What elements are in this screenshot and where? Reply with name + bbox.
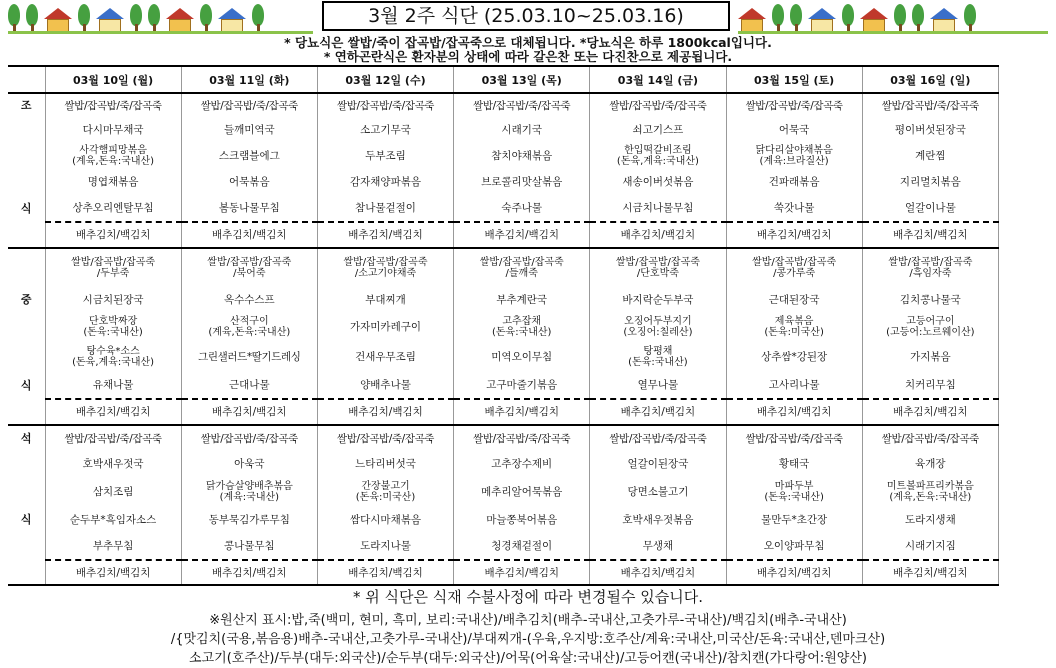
- menu-cell: 시래기지짐: [862, 533, 998, 560]
- menu-cell: 순두부*흑임자소스: [45, 507, 181, 533]
- menu-cell: 건새우무조림: [317, 342, 453, 372]
- origin-line: /{맛김치(국용,볶음용)배추-국내산,고춧가루-국내산)/부대찌개-(우육,우지방:호주산/계육:국내산,미국산/돈육:국내산,덴마크산): [170, 632, 886, 647]
- menu-cell-line: 사각햄피망볶음: [79, 145, 147, 156]
- menu-cell: [590, 143, 726, 169]
- menu-cell: 들깨미역국: [181, 117, 317, 143]
- change-notice: * 위 식단은 식재 수불사정에 따라 변경될수 있습니다.: [353, 588, 703, 606]
- menu-cell-line: (돈육:국내산): [764, 492, 824, 503]
- menu-cell-line: (계육,돈육:국내산): [208, 327, 291, 338]
- day-header: 03월 14일 (금): [590, 66, 726, 93]
- dinner-row: [8, 425, 999, 451]
- menu-cell: [181, 312, 317, 342]
- menu-cell: [590, 312, 726, 342]
- menu-cell: [45, 143, 181, 169]
- menu-cell: 마늘쫑북어볶음: [454, 507, 590, 533]
- lunch-meal-label: [8, 312, 45, 342]
- menu-cell: 시금치나물무침: [590, 195, 726, 222]
- menu-cell: 쑥갓나물: [726, 195, 862, 222]
- menu-cell-line: 탕평채: [643, 346, 673, 357]
- breakfast-meal-label: [8, 222, 45, 248]
- menu-cell: 황태국: [726, 451, 862, 477]
- dinner-kimchi-row: [8, 560, 999, 585]
- menu-cell: 배추김치/백김치: [726, 560, 862, 585]
- menu-title: 3월 2주 식단 (25.03.10~25.03.16): [322, 1, 730, 31]
- dinner-meal-label: 석: [8, 425, 45, 451]
- tree-icon: [964, 4, 976, 34]
- menu-cell-line: 마파두부: [774, 481, 814, 492]
- menu-cell: 부추무침: [45, 533, 181, 560]
- menu-cell: [454, 312, 590, 342]
- menu-cell: 오이양파무침: [726, 533, 862, 560]
- lunch-row: [8, 287, 999, 312]
- dinner-meal-label: [8, 533, 45, 560]
- menu-cell: 콩나물무침: [181, 533, 317, 560]
- menu-cell-line: (오징어:칠레산): [623, 327, 693, 338]
- menu-cell: 쌀밥/잡곡밥/죽/잡곡죽: [590, 425, 726, 451]
- origin-info: [0, 611, 1056, 668]
- menu-cell: 쌀밥/잡곡밥/죽/잡곡죽: [454, 93, 590, 117]
- menu-cell: 어묵국: [726, 117, 862, 143]
- menu-cell: [726, 248, 862, 287]
- tree-icon: [130, 4, 142, 34]
- menu-cell: 시래기국: [454, 117, 590, 143]
- menu-cell: 배추김치/백김치: [45, 399, 181, 425]
- menu-cell: 상추쌈*강된장: [726, 342, 862, 372]
- menu-cell-line: (돈육:미국산): [764, 327, 824, 338]
- menu-cell-line: 고추잡채: [502, 316, 542, 327]
- menu-cell: [862, 477, 998, 507]
- tree-icon: [842, 4, 854, 34]
- breakfast-row: [8, 195, 999, 222]
- menu-cell-line: 쌀밥/잡곡밥/잡곡죽: [615, 257, 700, 268]
- menu-cell: 김치콩나물국: [862, 287, 998, 312]
- lunch-row: [8, 248, 999, 287]
- menu-cell: 참치야채볶음: [454, 143, 590, 169]
- tree-icon: [200, 4, 212, 34]
- lunch-meal-label: [8, 342, 45, 372]
- menu-cell: 느타리버섯국: [317, 451, 453, 477]
- menu-cell: 배추김치/백김치: [590, 222, 726, 248]
- menu-cell-line: 단호박짜장: [88, 316, 138, 327]
- dinner-row: [8, 533, 999, 560]
- menu-cell: 쌈다시마채볶음: [317, 507, 453, 533]
- decorative-village-right: [738, 0, 1048, 34]
- lunch-row: [8, 312, 999, 342]
- menu-cell: 호박새우젓볶음: [590, 507, 726, 533]
- menu-cell: 쌀밥/잡곡밥/죽/잡곡죽: [45, 425, 181, 451]
- menu-cell: 삼치조림: [45, 477, 181, 507]
- breakfast-kimchi-row: [8, 222, 999, 248]
- lunch-kimchi-row: [8, 399, 999, 425]
- menu-cell: 상추오리엔탈무침: [45, 195, 181, 222]
- menu-cell: 도라지나물: [317, 533, 453, 560]
- dysphagia-notice: * 연하곤란식은 환자분의 상태에 따라 갈은찬 또는 다진찬으로 제공됩니다.: [323, 49, 733, 64]
- menu-cell: 도라지생채: [862, 507, 998, 533]
- menu-cell: 쌀밥/잡곡밥/죽/잡곡죽: [726, 93, 862, 117]
- lunch-meal-label: 식: [8, 372, 45, 399]
- lunch-meal-label: [8, 399, 45, 425]
- menu-cell: 옥수수스프: [181, 287, 317, 312]
- menu-cell: 메추리알어묵볶음: [454, 477, 590, 507]
- menu-cell-line: (돈육,계육:국내산): [72, 357, 155, 368]
- menu-cell: 가자미카레구이: [317, 312, 453, 342]
- menu-cell: 육개장: [862, 451, 998, 477]
- menu-cell: 쇠고기스프: [590, 117, 726, 143]
- menu-cell: 쌀밥/잡곡밥/죽/잡곡죽: [181, 425, 317, 451]
- menu-cell: [181, 248, 317, 287]
- menu-cell: 숙주나물: [454, 195, 590, 222]
- menu-cell: 배추김치/백김치: [181, 560, 317, 585]
- dinner-row: [8, 451, 999, 477]
- tree-icon: [78, 4, 90, 34]
- dinner-meal-label: 식: [8, 507, 45, 533]
- day-header: 03월 10일 (월): [45, 66, 181, 93]
- breakfast-meal-label: [8, 143, 45, 169]
- menu-cell: [590, 248, 726, 287]
- menu-cell: 얼갈이된장국: [590, 451, 726, 477]
- breakfast-meal-label: [8, 169, 45, 195]
- tree-icon: [8, 4, 20, 34]
- lunch-row: [8, 342, 999, 372]
- menu-cell: 쌀밥/잡곡밥/죽/잡곡죽: [317, 93, 453, 117]
- menu-cell-line: /단호박죽: [636, 268, 679, 279]
- weekly-menu-table: [8, 65, 999, 586]
- menu-cell: 치커리무침: [862, 372, 998, 399]
- menu-cell-line: (돈육:국내산): [628, 357, 688, 368]
- menu-cell: [590, 342, 726, 372]
- menu-cell: [45, 248, 181, 287]
- menu-cell: [726, 477, 862, 507]
- menu-cell-line: 제육볶음: [774, 316, 814, 327]
- menu-cell: [862, 248, 998, 287]
- menu-cell: 배추김치/백김치: [317, 399, 453, 425]
- menu-cell-line: /흑임자죽: [909, 268, 952, 279]
- menu-cell: 쌀밥/잡곡밥/죽/잡곡죽: [317, 425, 453, 451]
- menu-cell: 시금치된장국: [45, 287, 181, 312]
- menu-cell: 어묵볶음: [181, 169, 317, 195]
- menu-cell-line: 산적구이: [229, 316, 269, 327]
- tree-icon: [894, 4, 906, 34]
- menu-cell: [726, 312, 862, 342]
- menu-cell-line: (계육,돈육:국내산): [889, 492, 972, 503]
- dinner-meal-label: [8, 560, 45, 585]
- tree-icon: [148, 4, 160, 34]
- breakfast-meal-label: 조: [8, 93, 45, 117]
- menu-cell: [181, 477, 317, 507]
- menu-cell-line: (계육,돈육:국내산): [72, 156, 155, 167]
- menu-cell: 고추장수제비: [454, 451, 590, 477]
- lunch-meal-label: 중: [8, 287, 45, 312]
- tree-icon: [912, 4, 924, 34]
- menu-cell: [317, 477, 453, 507]
- menu-cell: 쌀밥/잡곡밥/죽/잡곡죽: [181, 93, 317, 117]
- menu-cell: 부추계란국: [454, 287, 590, 312]
- menu-cell: 당면소불고기: [590, 477, 726, 507]
- origin-line: 소고기(호주산)/두부(대두:외국산)/순두부(대두:외국산)/어묵(어육살:국내산)/고등어캔(국내산)/참치캔(가다랑어:원양산): [189, 651, 867, 666]
- menu-cell: [317, 248, 453, 287]
- menu-cell: 호박새우젓국: [45, 451, 181, 477]
- menu-cell: 근대된장국: [726, 287, 862, 312]
- menu-cell: 다시마무채국: [45, 117, 181, 143]
- menu-cell: 스크램블에그: [181, 143, 317, 169]
- menu-cell-line: 한입떡갈비조림: [624, 145, 692, 156]
- menu-cell-line: (계육:브라질산): [759, 156, 829, 167]
- menu-cell: 청경채겉절이: [454, 533, 590, 560]
- menu-cell: [45, 342, 181, 372]
- menu-cell: 배추김치/백김치: [45, 222, 181, 248]
- menu-cell: 양배추나물: [317, 372, 453, 399]
- menu-cell: 물만두*초간장: [726, 507, 862, 533]
- menu-cell: 소고기무국: [317, 117, 453, 143]
- breakfast-row: [8, 143, 999, 169]
- menu-cell-line: 미트볼파프리카볶음: [886, 481, 974, 492]
- menu-cell: 두부조림: [317, 143, 453, 169]
- menu-cell: 참나물겉절이: [317, 195, 453, 222]
- menu-cell: 동부묵김가루무침: [181, 507, 317, 533]
- origin-line: ※원산지 표시:밥,죽(백미, 현미, 흑미, 보리:국내산)/배추김치(배추-국내산,고춧가루-국내산)/백김치(배추-국내산): [209, 613, 847, 628]
- menu-cell: 열무나물: [590, 372, 726, 399]
- menu-cell: 배추김치/백김치: [317, 560, 453, 585]
- day-header-row: [8, 66, 999, 93]
- lunch-row: [8, 372, 999, 399]
- menu-cell-line: 쌀밥/잡곡밥/잡곡죽: [479, 257, 564, 268]
- menu-cell: 배추김치/백김치: [454, 222, 590, 248]
- day-header: 03월 15일 (토): [726, 66, 862, 93]
- menu-cell: 배추김치/백김치: [181, 222, 317, 248]
- menu-cell: 배추김치/백김치: [45, 560, 181, 585]
- menu-cell: 쌀밥/잡곡밥/죽/잡곡죽: [590, 93, 726, 117]
- menu-cell-line: 닭가슴살양배추볶음: [205, 481, 293, 492]
- menu-cell-line: 쌀밥/잡곡밥/잡곡죽: [343, 257, 428, 268]
- menu-cell-line: /콩가루죽: [773, 268, 816, 279]
- menu-cell: [45, 312, 181, 342]
- decorative-village-left: [8, 0, 313, 34]
- menu-cell-line: (돈육:미국산): [355, 492, 416, 503]
- menu-cell: 고구마줄기볶음: [454, 372, 590, 399]
- menu-cell-line: (돈육:국내산): [83, 327, 143, 338]
- tree-icon: [26, 4, 38, 34]
- menu-cell: 유채나물: [45, 372, 181, 399]
- menu-cell: 미역오이무침: [454, 342, 590, 372]
- diabetic-notice: * 당뇨식은 쌀밥/죽이 잡곡밥/잡곡죽으로 대체됩니다. *당뇨식은 하루 1800kcal입니다.: [284, 35, 772, 50]
- menu-cell-line: /북어죽: [233, 268, 266, 279]
- menu-cell-line: 쌀밥/잡곡밥/잡곡죽: [207, 257, 292, 268]
- breakfast-meal-label: [8, 117, 45, 143]
- menu-cell-line: 간장불고기: [361, 481, 410, 492]
- menu-cell: 배추김치/백김치: [454, 560, 590, 585]
- tree-icon: [252, 4, 264, 34]
- menu-cell: 얼갈이나물: [862, 195, 998, 222]
- breakfast-meal-label: 식: [8, 195, 45, 222]
- menu-cell: 배추김치/백김치: [726, 399, 862, 425]
- breakfast-row: [8, 93, 999, 117]
- menu-cell: 감자채양파볶음: [317, 169, 453, 195]
- menu-cell: 부대찌개: [317, 287, 453, 312]
- breakfast-row: [8, 169, 999, 195]
- menu-cell-line: /두부죽: [96, 268, 130, 279]
- day-header: 03월 13일 (목): [454, 66, 590, 93]
- menu-cell-line: /소고기야채죽: [354, 268, 417, 279]
- menu-cell: 배추김치/백김치: [862, 222, 998, 248]
- menu-cell: 바지락순두부국: [590, 287, 726, 312]
- day-header: 03월 11일 (화): [181, 66, 317, 93]
- dinner-meal-label: [8, 477, 45, 507]
- tree-icon: [790, 4, 802, 34]
- tree-icon: [772, 4, 784, 34]
- menu-cell: [454, 248, 590, 287]
- menu-cell: 고사리나물: [726, 372, 862, 399]
- day-header: 03월 12일 (수): [317, 66, 453, 93]
- menu-cell: 그린샐러드*딸기드레싱: [181, 342, 317, 372]
- menu-cell-line: /들깨죽: [505, 268, 538, 279]
- dinner-row: [8, 507, 999, 533]
- menu-cell: 쌀밥/잡곡밥/죽/잡곡죽: [726, 425, 862, 451]
- menu-cell: 지리멸치볶음: [862, 169, 998, 195]
- menu-cell: 쌀밥/잡곡밥/죽/잡곡죽: [454, 425, 590, 451]
- menu-cell: [726, 143, 862, 169]
- menu-cell: 봄동나물무침: [181, 195, 317, 222]
- lunch-meal-label: [8, 248, 45, 287]
- menu-cell: 평이버섯된장국: [862, 117, 998, 143]
- menu-cell-line: (돈육,계육:국내산): [616, 156, 699, 167]
- menu-cell: 근대나물: [181, 372, 317, 399]
- menu-cell: 배추김치/백김치: [454, 399, 590, 425]
- menu-cell: 쌀밥/잡곡밥/죽/잡곡죽: [862, 425, 998, 451]
- menu-cell-line: (계육:국내산): [219, 492, 280, 503]
- menu-cell-line: 탕수육*소스: [86, 346, 140, 357]
- menu-cell: 아욱국: [181, 451, 317, 477]
- dinner-row: [8, 477, 999, 507]
- breakfast-row: [8, 117, 999, 143]
- menu-cell: 명엽채볶음: [45, 169, 181, 195]
- dinner-meal-label: [8, 451, 45, 477]
- menu-cell-line: 오징어두부지기: [624, 316, 692, 327]
- menu-cell: 배추김치/백김치: [590, 399, 726, 425]
- menu-cell: 건파래볶음: [726, 169, 862, 195]
- menu-cell-line: (고등어:노르웨이산): [886, 327, 975, 338]
- menu-cell: 계란찜: [862, 143, 998, 169]
- day-header: 03월 16일 (일): [862, 66, 998, 93]
- menu-cell: 브로콜리맛살볶음: [454, 169, 590, 195]
- menu-cell: 가지볶음: [862, 342, 998, 372]
- menu-cell-line: 쌀밥/잡곡밥/잡곡죽: [888, 257, 973, 268]
- menu-cell: 쌀밥/잡곡밥/죽/잡곡죽: [862, 93, 998, 117]
- menu-cell: 새송이버섯볶음: [590, 169, 726, 195]
- menu-cell: 배추김치/백김치: [726, 222, 862, 248]
- menu-cell-line: 고등어구이: [906, 316, 955, 327]
- menu-cell: 무생채: [590, 533, 726, 560]
- menu-cell: 배추김치/백김치: [590, 560, 726, 585]
- menu-cell: 배추김치/백김치: [862, 560, 998, 585]
- corner-cell: [8, 66, 45, 93]
- menu-cell: 배추김치/백김치: [317, 222, 453, 248]
- menu-cell-line: 쌀밥/잡곡밥/잡곡죽: [71, 257, 156, 268]
- menu-cell: [862, 312, 998, 342]
- menu-cell-line: (돈육:국내산): [491, 327, 552, 338]
- menu-cell: 배추김치/백김치: [181, 399, 317, 425]
- menu-cell-line: 닭다리살야채볶음: [755, 145, 833, 156]
- menu-cell-line: 쌀밥/잡곡밥/잡곡죽: [752, 257, 837, 268]
- menu-cell: 쌀밥/잡곡밥/죽/잡곡죽: [45, 93, 181, 117]
- menu-cell: 배추김치/백김치: [862, 399, 998, 425]
